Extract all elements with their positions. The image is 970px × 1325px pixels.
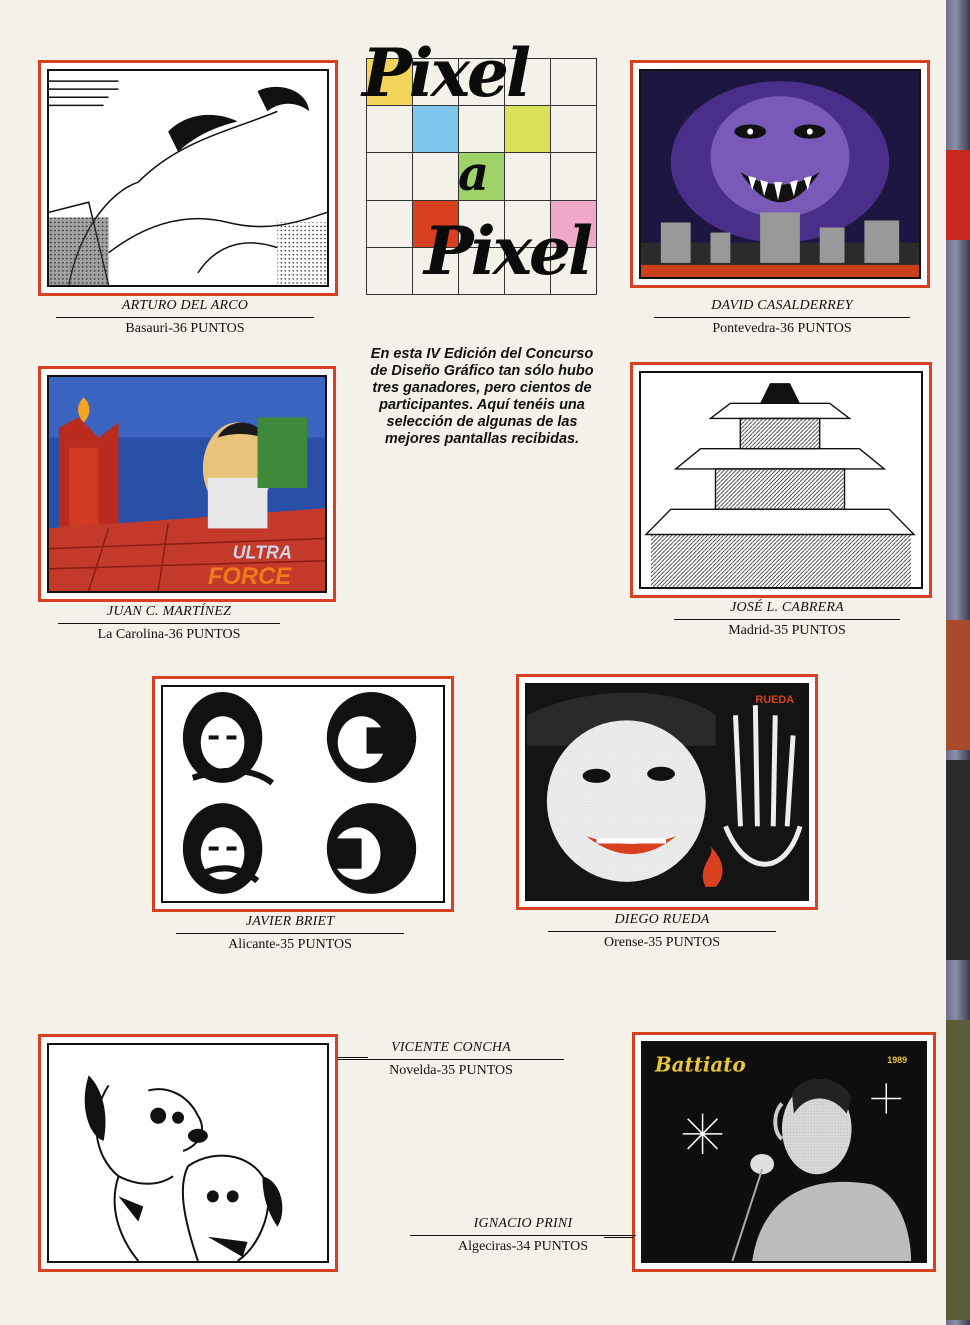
logo-word-pixel-bottom: Pixel	[424, 212, 591, 290]
adjacent-page-edge	[946, 0, 970, 1325]
screen-frame-arturo	[38, 60, 338, 296]
entrant-place: Basauri-36 PUNTOS	[125, 321, 245, 336]
connector-rule-ignacio	[604, 1237, 634, 1238]
screen-frame-david	[630, 60, 930, 288]
entrant-name: VICENTE CONCHA	[391, 1040, 511, 1055]
caption-juan	[58, 604, 280, 643]
logo-word-a: a	[458, 146, 490, 202]
connector-rule-vicente	[338, 1057, 368, 1058]
entrant-name: ARTURO DEL ARCO	[121, 298, 249, 313]
entrant-place: Algeciras-34 PUNTOS	[457, 1239, 588, 1254]
screen-image-japanese-castle	[639, 371, 923, 589]
battiato-year: 1989	[887, 1055, 908, 1066]
entrant-place: Alicante-35 PUNTOS	[228, 937, 352, 952]
entrant-name: JOSÉ L. CABRERA	[730, 600, 844, 615]
caption-diego	[548, 912, 776, 951]
force-text: FORCE	[207, 562, 292, 590]
entrant-name: IGNACIO PRINI	[473, 1216, 573, 1231]
caption-vicente	[338, 1040, 564, 1079]
screen-image-cartoon-dogs	[47, 1043, 329, 1263]
battiato-title: Battiato	[654, 1052, 746, 1077]
entrant-place: Pontevedra-36 PUNTOS	[712, 321, 852, 336]
entrant-name: DAVID CASALDERREY	[711, 298, 853, 313]
caption-ignacio	[410, 1216, 636, 1255]
screen-image-monster-face	[639, 69, 921, 279]
entrant-name: JUAN C. MARTÍNEZ	[106, 604, 232, 619]
caption-jose	[674, 600, 900, 639]
screen-frame-ignacio	[632, 1032, 936, 1272]
screen-image-reclining-figure	[47, 69, 329, 287]
screen-image-battiato-singer	[641, 1041, 927, 1263]
screen-frame-juan	[38, 366, 336, 602]
screen-frame-vicente	[38, 1034, 338, 1272]
rueda-tag: RUEDA	[755, 694, 795, 707]
caption-david	[654, 298, 910, 337]
screen-image-ultra-force	[47, 375, 327, 593]
entrant-place: Novelda-35 PUNTOS	[389, 1063, 513, 1078]
screen-frame-javier	[152, 676, 454, 912]
screen-frame-jose	[630, 362, 932, 598]
screen-image-joker-skeleton-hand	[525, 683, 809, 901]
intro-paragraph: En esta IV Edición del Concurso de Diseño Gráfico tan sólo hubo tres ganadores, pero cientos de participantes. Aquí tenéis una selección de algunas de las mejores pantallas recibidas.	[370, 346, 594, 447]
entrant-name: JAVIER BRIET	[245, 914, 335, 929]
logo-word-pixel-top: Pixel	[362, 34, 529, 112]
entrant-name: DIEGO RUEDA	[614, 912, 710, 927]
caption-arturo	[56, 298, 314, 337]
entrant-place: La Carolina-36 PUNTOS	[97, 627, 241, 642]
ultra-text: ULTRA	[232, 542, 292, 563]
screen-frame-diego	[516, 674, 818, 910]
screen-image-four-faces	[161, 685, 445, 903]
pixel-a-pixel-logo	[362, 34, 598, 296]
entrant-place: Madrid-35 PUNTOS	[728, 623, 846, 638]
caption-javier	[176, 914, 404, 953]
entrant-place: Orense-35 PUNTOS	[603, 935, 720, 950]
